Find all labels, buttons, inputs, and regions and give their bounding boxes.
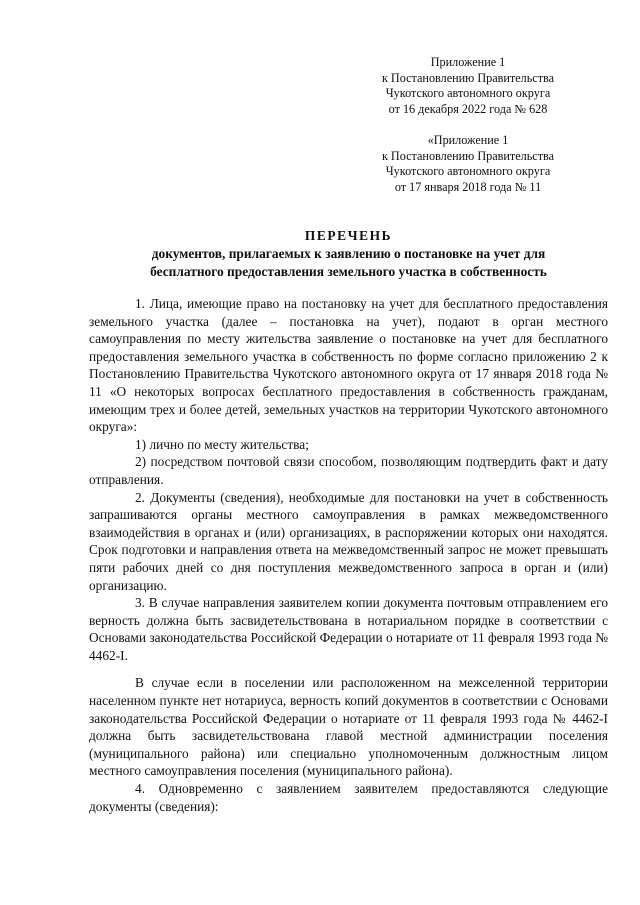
attachment-line: Чукотского автономного округа (385, 86, 551, 101)
paragraph-1: 1. Лица, имеющие право на постановку на учет для бесплатного предоставления земельного участка (далее – постановка на учет), подают в орган местного самоуправления по месту жительства заявление о постановке на учет для бесплатного предоставления земельного участка в собственность по форме согласно приложению 2 к Постановлению Правительства Чукотского автономного округа от 17 января 2018 года № 11 «О некоторых вопросах бесплатного предоставления в собственность гражданам, имеющим трех и более детей, земельных участков на территории Чукотского автономного округа»: (89, 296, 608, 435)
attachment-line: от 17 января 2018 года № 11 (394, 179, 542, 194)
paragraph-3-continued: В случае если в поселении или расположенном на межселенной территории населенном пункте нет нотариуса, верность копий документов в соответствии с Основами законодательства Российской Федерации о нотариате от 11 февраля 1993 года № 4462-I должна быть засвидетельствована главой местной администрации поселения (муниципального района) или специально уполномоченным должностным лицом местного самоуправления поселения (муниципального района). (89, 675, 608, 779)
attachment-header-original (368, 133, 568, 195)
paragraph-4: 4. Одновременно с заявлением заявителем предоставляются следующие документы (сведения): (89, 781, 608, 814)
document-subtitle-line: документов, прилагаемых к заявлению о постановке на учет для (151, 246, 546, 261)
document-title-block (89, 227, 608, 281)
document-title: ПЕРЕЧЕНЬ (304, 228, 393, 243)
attachment-line: «Приложение 1 (427, 133, 509, 147)
attachment-line: к Постановлению Правительства (381, 70, 555, 85)
document-body (89, 295, 608, 815)
paragraph-1-item-1: 1) лично по месту жительства; (135, 436, 309, 452)
paragraph-1-item-2: 2) посредством почтовой связи способом, позволяющим подтвердить факт и дату отправления. (89, 454, 608, 487)
attachment-line: Приложение 1 (430, 55, 506, 69)
attachment-line: Чукотского автономного округа (385, 164, 551, 179)
attachment-header-current (368, 55, 568, 117)
document-subtitle-line: бесплатного предоставления земельного участка в собственность (150, 264, 547, 279)
attachment-line: от 16 декабря 2022 года № 628 (388, 101, 548, 116)
attachment-line: к Постановлению Правительства (381, 148, 555, 163)
paragraph-2: 2. Документы (сведения), необходимые для постановки на учет в собственность запрашиваются органы местного самоуправления в рамках межведомственного взаимодействия в органах и (или) организациях, в распоряжении которых они находятся. Срок подготовки и направления ответа на межведомственный запрос не может превышать пяти рабочих дней со дня поступления межведомственного запроса в орган и (или) организацию. (89, 489, 608, 593)
paragraph-3: 3. В случае направления заявителем копии документа почтовым отправлением его верность должна быть засвидетельствована в нотариальном порядке в соответствии с Основами законодательства Российской Федерации о нотариате от 11 февраля 1993 года № 4462-I. (89, 595, 608, 663)
